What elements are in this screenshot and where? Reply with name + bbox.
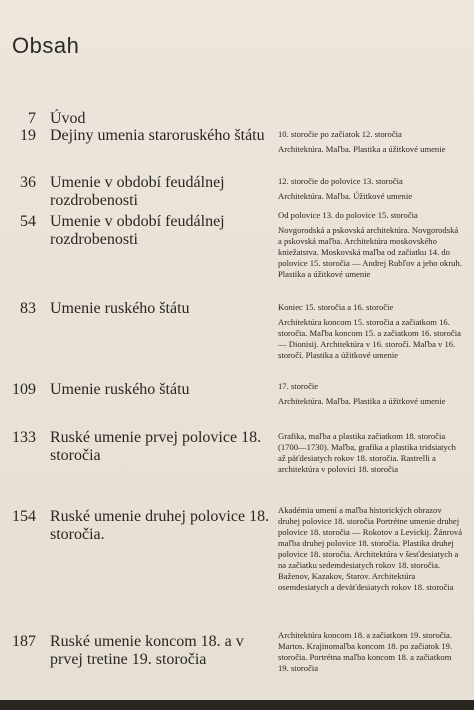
toc-page-number: 36 [20,174,36,191]
toc-period: Koniec 15. storočia a 16. storočie [278,302,394,312]
toc-topics: Akadémia umení a maľba historických obrazov druhej polovice 18. storočia Portrétne umenie druhej polovice 18. storočia — Rokotov a Levickij. Žánrová maľba druhej polovice 18. storočia. Plastika druhej polovice 18. storočia. Architektúra v šesťdesiatych a na začiatku sedemdesiatych rokov 18. storočia. Baženov, Kazakov, Starov. Architektúra osemdesiatych a deväťdesiatych rokov 18. storočia [278,505,463,592]
toc-description [278,431,464,479]
toc-page-number: 133 [12,429,36,446]
toc-heading: Umenie v období feudálnej rozdrobenosti [50,213,225,248]
toc-heading: Umenie ruského štátu [50,381,190,398]
toc-topics: Architektúra. Maľba. Plastika a úžitkové umenie [278,144,446,154]
toc-topics: Grafika, maľba a plastika začiatkom 18. storočia (1700—1730). Maľba, grafika a plastika tridsiatych až päťdesiatych rokov 18. storočia. Rastrelli a architektúra v polovici 18. storočia [278,431,456,474]
toc-heading: Umenie v období feudálnej rozdrobenosti [50,174,225,209]
toc-description [278,630,464,678]
toc-heading: Dejiny umenia staroruského štátu [50,127,265,144]
toc-description [278,210,464,284]
toc-topics: Novgorodská a pskovská architektúra. Novgorodská a pskovská maľba. Architektúra moskovského kniežatstva. Moskovská maľba od začiatku 14. do polovice 15. storočia — Andrej Rubľov a jeho okruh. Plastika a úžitkové umenie [278,225,462,279]
toc-period: 10. storočie po začiatok 12. storočia [278,129,402,139]
toc-page-number: 54 [20,213,36,230]
toc-heading: Ruské umenie prvej polovice 18. storočia [50,429,262,464]
toc-page-number: 109 [12,381,36,398]
page-title: Obsah [12,33,80,58]
toc-heading: Ruské umenie koncom 18. a v prvej tretine 19. storočia [50,633,244,668]
toc-heading: Úvod [50,110,86,127]
toc-topics: Architektúra koncom 18. a začiatkom 19. storočia. Martos. Krajinomaľba koncom 18. po začiatok 19. storočia. Portrétna maľba koncom 18. a začiatkom 19. storočia [278,630,453,673]
toc-description [278,381,464,411]
toc-page-number: 154 [12,508,36,525]
toc-topics: Architektúra. Maľba. Plastika a úžitkové umenie [278,396,446,406]
toc-page-number: 7 [28,110,36,127]
toc-description [278,302,464,365]
toc-description [278,129,464,159]
toc-period: 12. storočie do polovice 13. storočia [278,176,403,186]
toc-topics: Architektúra. Maľba. Úžitkové umenie [278,191,413,201]
page-edge-shadow [0,700,474,710]
toc-description [278,176,464,206]
toc-topics: Architektúra koncom 15. storočia a začiatkom 16. storočia. Maľba koncom 15. a začiatkom 16. storočia — Dionisij. Architektúra v 16. storočí. Maľba v 16. storočí. Plastika a úžitkové umenie [278,317,461,360]
toc-period: Od polovice 13. do polovice 15. storočia [278,210,418,220]
toc-heading: Ruské umenie druhej polovice 18. storočia. [50,508,270,543]
toc-heading: Umenie ruského štátu [50,300,190,317]
toc-page-number: 19 [20,127,36,144]
toc-period: 17. storočie [278,381,319,391]
toc-description [278,505,464,597]
toc-page-number: 187 [12,633,36,650]
toc-page-number: 83 [20,300,36,317]
